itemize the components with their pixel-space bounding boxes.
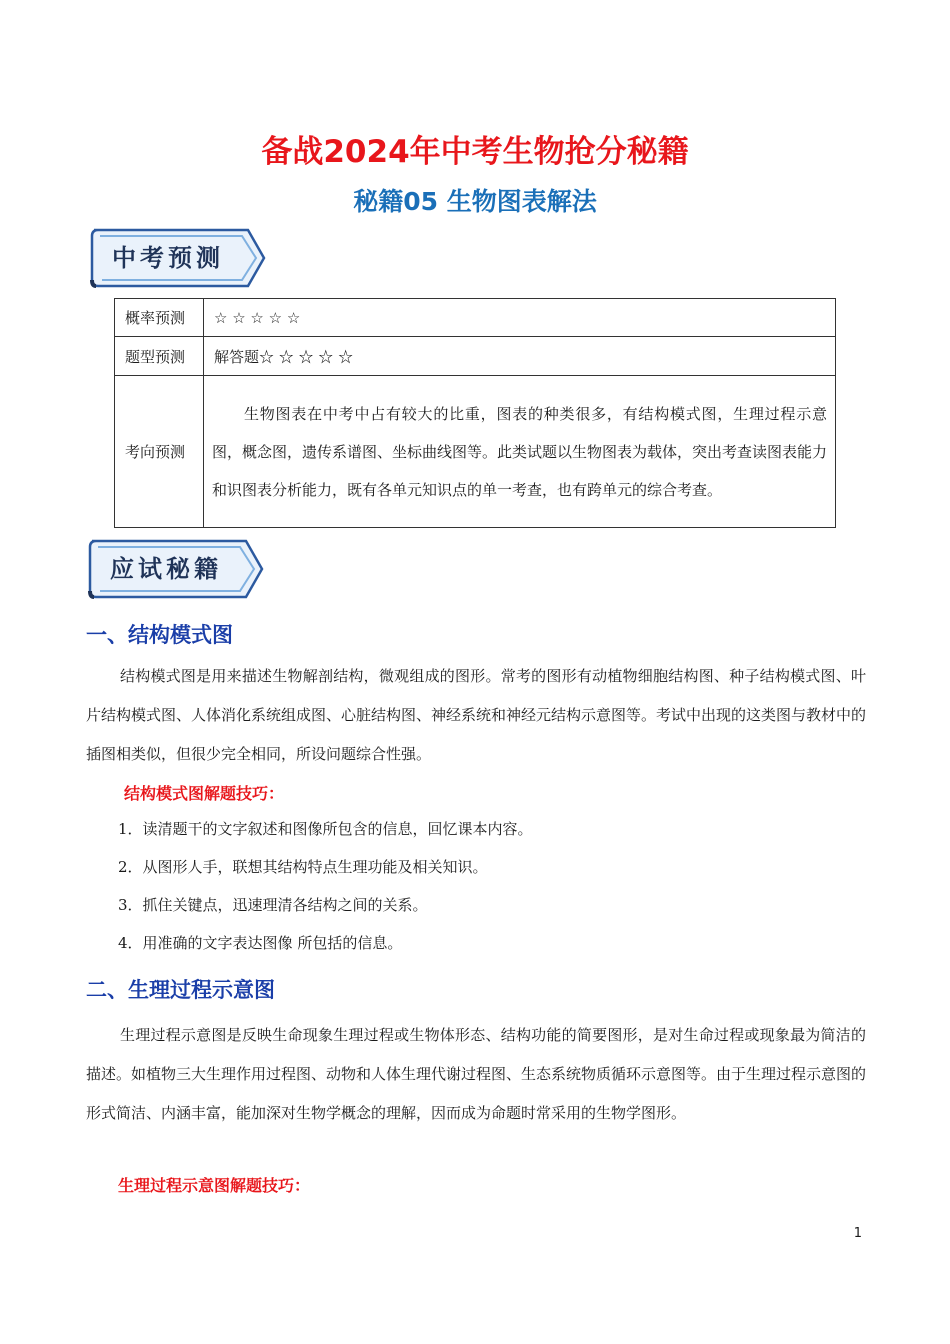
forecast-banner — [88, 226, 266, 288]
forecast-table — [114, 298, 836, 528]
table-cell-label: 题型预测 — [115, 337, 204, 376]
tips-banner — [86, 537, 264, 599]
table-cell-value — [204, 376, 836, 528]
table-row — [115, 337, 836, 376]
forecast-banner-label: 中考预测 — [112, 244, 224, 272]
page-number: 1 — [853, 1226, 862, 1241]
list-item: 1．读清题干的文字叙述和图像所包含的信息，回忆课本内容。 — [118, 820, 533, 838]
table-row — [115, 376, 836, 528]
section-paragraph-structure: 结构模式图是用来描述生物解剖结构，微观组成的图形。常考的图形有动植物细胞结构图、种子结构模式图、叶片结构模式图、人体消化系统组成图、心脏结构图、神经系统和神经元结构示意图等。考试中出现的这类图与教材中的插图相类似，但很少完全相同，所设问题综合性强。 — [86, 667, 867, 763]
table-cell-value: ☆ ☆ ☆ ☆ ☆ — [204, 299, 836, 337]
table-row — [115, 299, 836, 337]
table-cell-label: 概率预测 — [115, 299, 204, 337]
document-title: 备战2024年中考生物抢分秘籍 — [261, 134, 689, 170]
section-paragraph-process: 生理过程示意图是反映生命现象生理过程或生物体形态、结构功能的简要图形，是对生命过程或现象最为简洁的描述。如植物三大生理作用过程图、动物和人体生理代谢过程图、生态系统物质循环示意图等。由于生理过程示意图的形式简洁、内涵丰富，能加深对生物学概念的理解，因而成为命题时常采用的生物学图形。 — [86, 1026, 867, 1122]
tips-banner-label: 应试秘籍 — [110, 555, 222, 583]
tips-heading-process: 生理过程示意图解题技巧： — [118, 1176, 311, 1195]
list-item: 3．抓住关键点，迅速理清各结构之间的关系。 — [118, 896, 428, 914]
forecast-description: 生物图表在中考中占有较大的比重，图表的种类很多，有结构模式图，生理过程示意图，概念图，遗传系谱图、坐标曲线图等。此类试题以生物图表为载体，突出考查读图表能力和识图表分析能力，既有各单元知识点的单一考查，也有跨单元的综合考查。 — [212, 404, 828, 499]
table-cell-value: 解答题☆ ☆ ☆ ☆ ☆ — [204, 337, 836, 376]
list-item: 2．从图形人手，联想其结构特点生理功能及相关知识。 — [118, 858, 488, 876]
section-heading-structure: 一、结构模式图 — [86, 623, 233, 647]
list-item: 4．用准确的文字表达图像 所包括的信息。 — [118, 934, 403, 952]
document-subtitle: 秘籍05 生物图表解法 — [353, 187, 597, 216]
table-cell-label: 考向预测 — [115, 376, 204, 528]
section-heading-process: 二、生理过程示意图 — [86, 978, 275, 1002]
tips-heading-structure: 结构模式图解题技巧： — [124, 784, 285, 803]
